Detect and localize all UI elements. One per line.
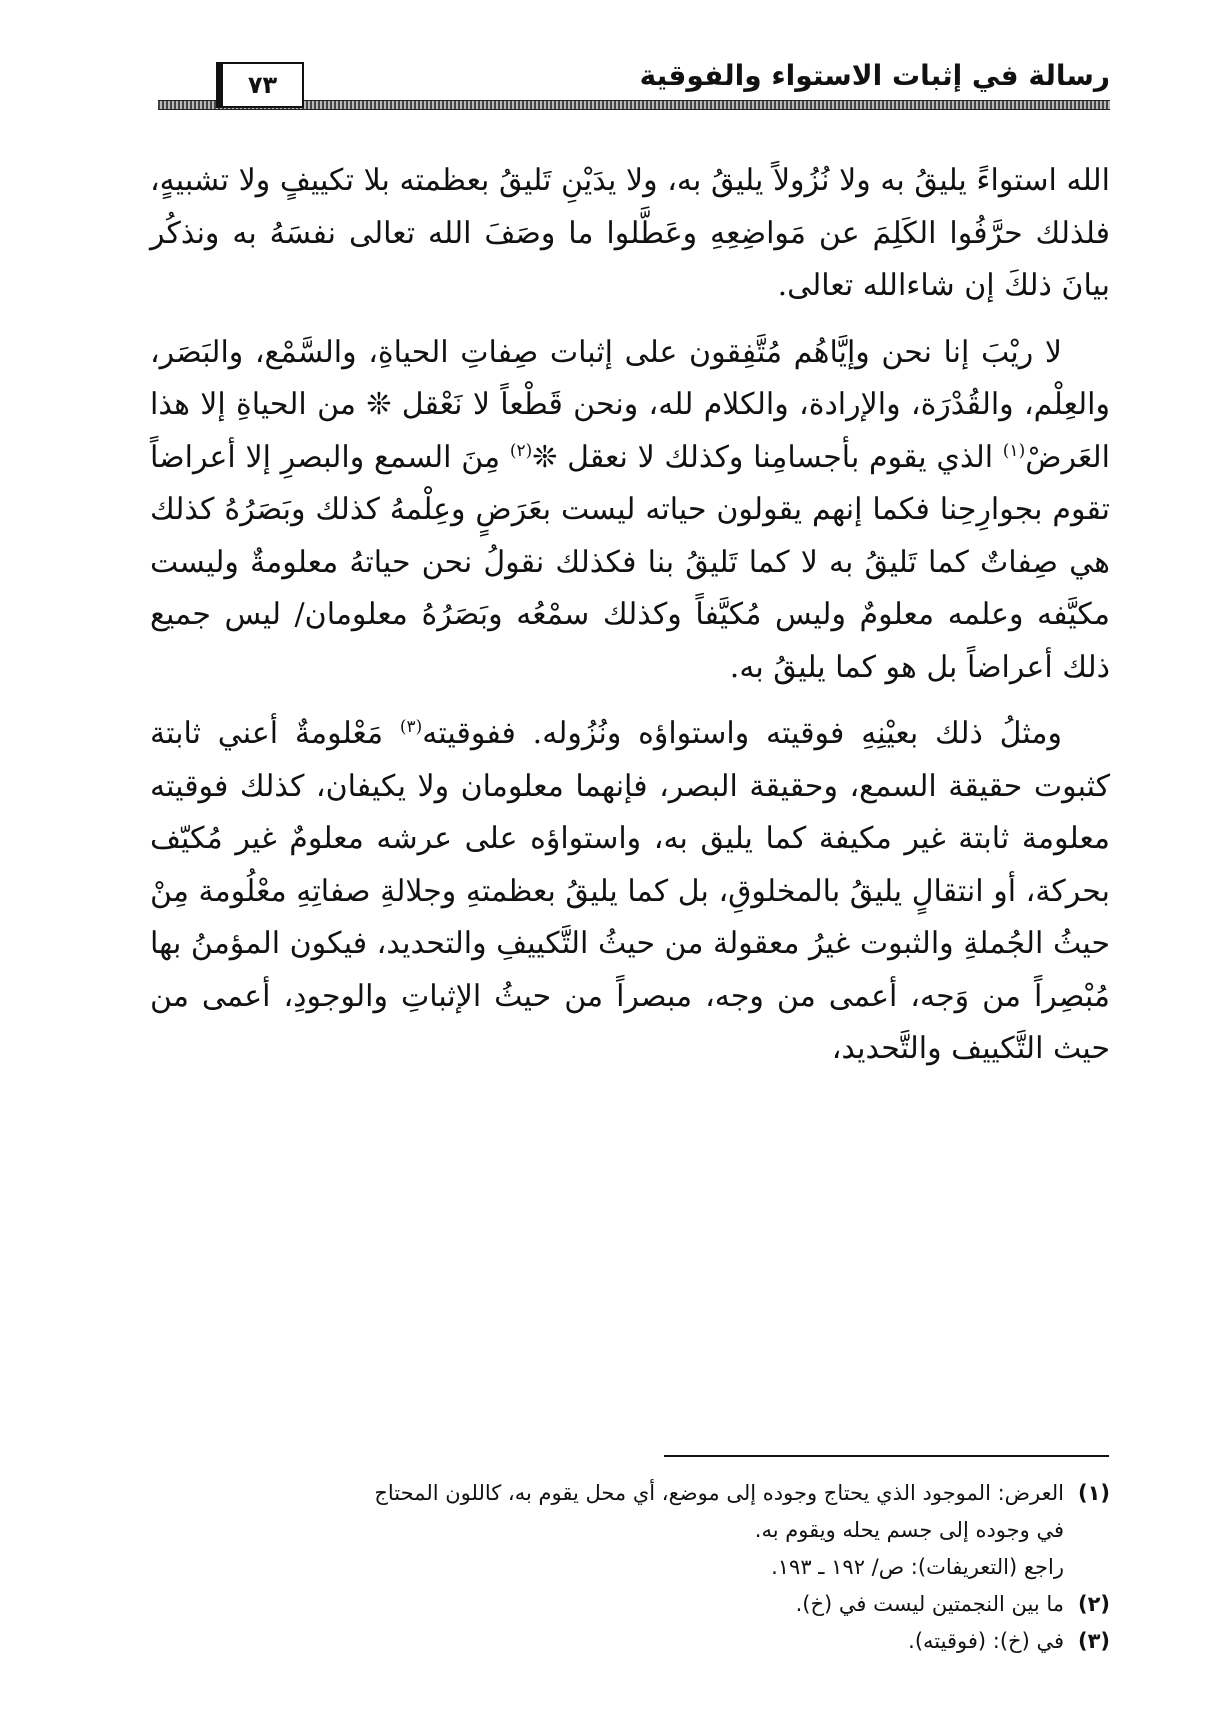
- footnote-number: (١): [1077, 1481, 1110, 1505]
- footnote-ref-3: (٣): [399, 717, 423, 737]
- footnote-ref-1: (١): [1002, 440, 1026, 461]
- footnote-line: العرض: الموجود الذي يحتاج وجوده إلى موضع، أي محل يقوم به، كاللون المحتاج: [374, 1481, 1064, 1505]
- footnote-3: [150, 1623, 1110, 1660]
- footnote-line: ما بين النجمتين ليست في (خ).: [795, 1592, 1064, 1616]
- paragraph-2-part-b: الذي يقوم بأجسامِنا وكذلك لا نعقل ❊: [532, 439, 1003, 475]
- footnote-text: [150, 1475, 1064, 1549]
- paragraph-3: [150, 708, 1110, 1076]
- footnote-2: [150, 1586, 1110, 1623]
- paragraph-2-part-a: لا ريْبَ إنا نحن وإيَّاهُم مُتَّفِقون على إثبات صِفاتِ الحياةِ، والسَّمْع، والبَصَر، والعِلْم، والقُدْرَة، والإرادة، والكلام لله، ونحن قَطْعاً لا نَعْقل ❊ من الحياةِ إلا هذا العَرضْ: [150, 334, 1111, 475]
- footnote-number: (٢): [1077, 1592, 1110, 1616]
- footnote-ref-2: (٢): [509, 440, 533, 461]
- footnote-line: في (خ): (فوقيته).: [908, 1629, 1064, 1653]
- footnotes: [150, 1475, 1110, 1660]
- page-number: ٧٣: [216, 62, 304, 108]
- paragraph-3-part-b: مَعْلومةٌ أعني ثابتة كثبوت حقيقة السمع، وحقيقة البصر، فإنهما معلومان ولا يكيفان، كذلك فوقيته معلومة ثابتة غير مكيفة كما يليق به، واستواؤه على عرشه معلومٌ غير مُكيّف بحركة، أو انتقالٍ يليقُ بالمخلوقِ، بل كما يليقُ بعظمتهِ وجلالةِ صفاتِهِ معْلُومة مِنْ حيثُ الجُملةِ والثبوت غيرُ معقولة من حيثُ التَّكييفِ والتحديد، فيكون المؤمنُ بها مُبْصِراً من وَجه، أعمى من وجه، مبصراً من حيثُ الإثباتِ والوجودِ، أعمى من حيث التَّكييف والتَّحديد،: [150, 716, 1110, 1066]
- running-title: رسالة في إثبات الاستواء والفوقية: [639, 59, 1110, 92]
- paragraph-2: [150, 327, 1110, 695]
- footnote-text: [150, 1623, 1064, 1660]
- footnote-number: (٣): [1077, 1629, 1110, 1653]
- paragraph-1: الله استواءً يليقُ به ولا نُزُولاً يليقُ به، ولا يدَيْنِ تَليقُ بعظمته بلا تكييفٍ ولا تشبيهٍ، فلذلك حرَّفُوا الكَلِمَ عن مَواضِعِهِ وعَطَّلوا ما وصَفَ الله تعالى نفسَهُ به ونذكُر بيانَ ذلكَ إن شاءالله تعالى.: [150, 163, 1110, 303]
- page-header: [158, 58, 1110, 114]
- footnote-text: [150, 1586, 1064, 1623]
- footnote-1: [150, 1475, 1110, 1549]
- footnote-separator: [664, 1455, 1109, 1457]
- main-text: [150, 155, 1110, 1090]
- footnote-line: في وجوده إلى جسم يحله ويقوم به.: [754, 1518, 1064, 1542]
- paragraph-2-part-c: مِنَ السمع والبصرِ إلا أعراضاً تقوم بجوارِحِنا فكما إنهم يقولون حياته ليست بعَرَضٍ وعِلْمهُ كذلك وبَصَرُهُ كذلك هي صِفاتٌ كما تَليقُ به لا كما تَليقُ بنا فكذلك نقولُ نحن حياتهُ معلومةٌ وليست مكيَّفه وعلمه معلومٌ وليس مُكيَّفاً وكذلك سمْعُه وبَصَرُهُ معلومان/ ليس جميع ذلك أعراضاً بل هو كما يليقُ به.: [150, 439, 1110, 685]
- paragraph-3-part-a: ومثلُ ذلك بعيْنِهِ فوقيته واستواؤه ونُزُوله. ففوقيته: [422, 716, 1062, 751]
- footnote-1-reference: راجع (التعريفات): ص/ ١٩٢ ـ ١٩٣.: [771, 1555, 1064, 1579]
